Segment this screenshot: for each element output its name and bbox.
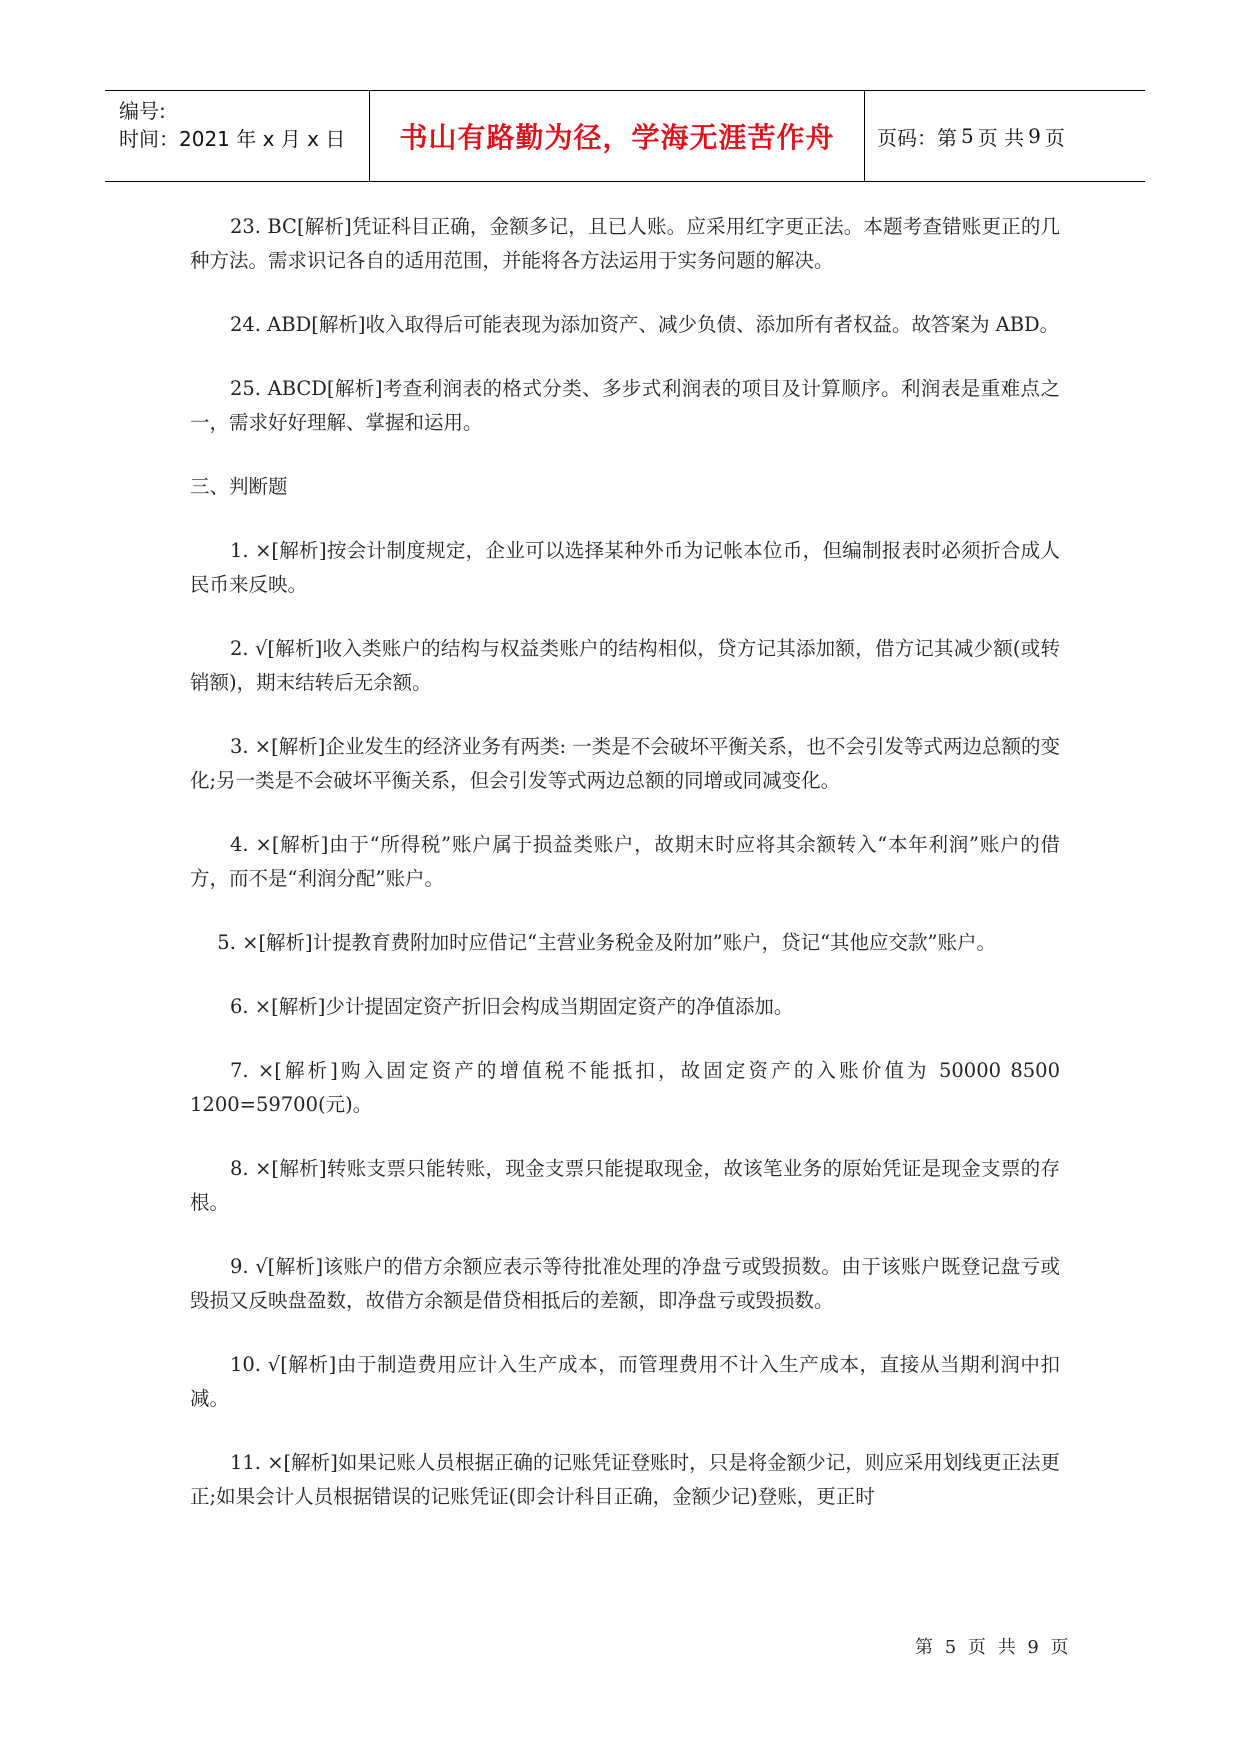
judgement-3: 3. ×[解析]企业发生的经济业务有两类: 一类是不会破坏平衡关系，也不会引发等式两边总额的变化;另一类是不会破坏平衡关系，但会引发等式两边总额的同增或同减变化。	[190, 735, 1060, 792]
judgement-10: 10. √[解析]由于制造费用应计入生产成本，而管理费用不计入生产成本，直接从当期利润中扣减。	[190, 1353, 1060, 1410]
document-body	[190, 210, 1060, 1544]
header-page-number	[865, 91, 1145, 181]
answer-23: 23. BC[解析]凭证科目正确，金额多记，且已人账。应采用红字更正法。本题考查错账更正的几种方法。需求识记各自的适用范围，并能将各方法运用于实务问题的解决。	[190, 215, 1060, 272]
judgement-9: 9. √[解析]该账户的借方余额应表示等待批准处理的净盘亏或毁损数。由于该账户既登记盘亏或毁损又反映盘盈数，故借方余额是借贷相抵后的差额，即净盘亏或毁损数。	[190, 1255, 1060, 1312]
judgement-8: 8. ×[解析]转账支票只能转账，现金支票只能提取现金，故该笔业务的原始凭证是现金支票的存根。	[190, 1157, 1060, 1214]
time-label: 时间：2021 年 x 月 x 日	[119, 127, 346, 151]
page-mid: 页 共	[977, 125, 1025, 150]
judgement-4: 4. ×[解析]由于“所得税”账户属于损益类账户，故期末时应将其余额转入“本年利润”账户的借方，而不是“利润分配”账户。	[190, 833, 1060, 890]
page-current: 5	[961, 124, 974, 148]
answer-24: 24. ABD[解析]收入取得后可能表现为添加资产、减少负债、添加所有者权益。故答案为 ABD。	[229, 313, 1060, 336]
page-prefix: 页码：第	[877, 125, 957, 150]
section-heading-judgement: 三、判断题	[190, 475, 288, 498]
header-motto: 书山有路勤为径，学海无涯苦作舟	[370, 91, 865, 181]
judgement-2: 2. √[解析]收入类账户的结构与权益类账户的结构相似，贷方记其添加额，借方记其减少额(或转销额)，期末结转后无余额。	[190, 637, 1060, 694]
answer-25: 25. ABCD[解析]考查利润表的格式分类、多步式利润表的项目及计算顺序。利润表是重难点之一，需求好好理解、掌握和运用。	[190, 377, 1060, 434]
page-header	[105, 90, 1145, 182]
page-footer: 第 5 页 共 9 页	[915, 1637, 1069, 1658]
header-meta	[105, 91, 370, 181]
judgement-6: 6. ×[解析]少计提固定资产折旧会构成当期固定资产的净值添加。	[229, 995, 794, 1018]
judgement-7: 7. ×[解析]购入固定资产的增值税不能抵扣，故固定资产的入账价值为 50000 8500 1200=59700(元)。	[190, 1059, 1060, 1116]
page-total: 9	[1028, 124, 1041, 148]
judgement-1: 1. ×[解析]按会计制度规定，企业可以选择某种外币为记帐本位币，但编制报表时必须折合成人民币来反映。	[190, 539, 1060, 596]
judgement-11: 11. ×[解析]如果记账人员根据正确的记账凭证登账时，只是将金额少记，则应采用划线更正法更正;如果会计人员根据错误的记账凭证(即会计科目正确，金额少记)登账，更正时	[190, 1451, 1060, 1508]
page-suffix: 页	[1044, 125, 1065, 150]
serial-label: 编号:	[119, 99, 166, 123]
judgement-5: 5. ×[解析]计提教育费附加时应借记“主营业务税金及附加”账户，贷记“其他应交款”账户。	[217, 931, 997, 954]
